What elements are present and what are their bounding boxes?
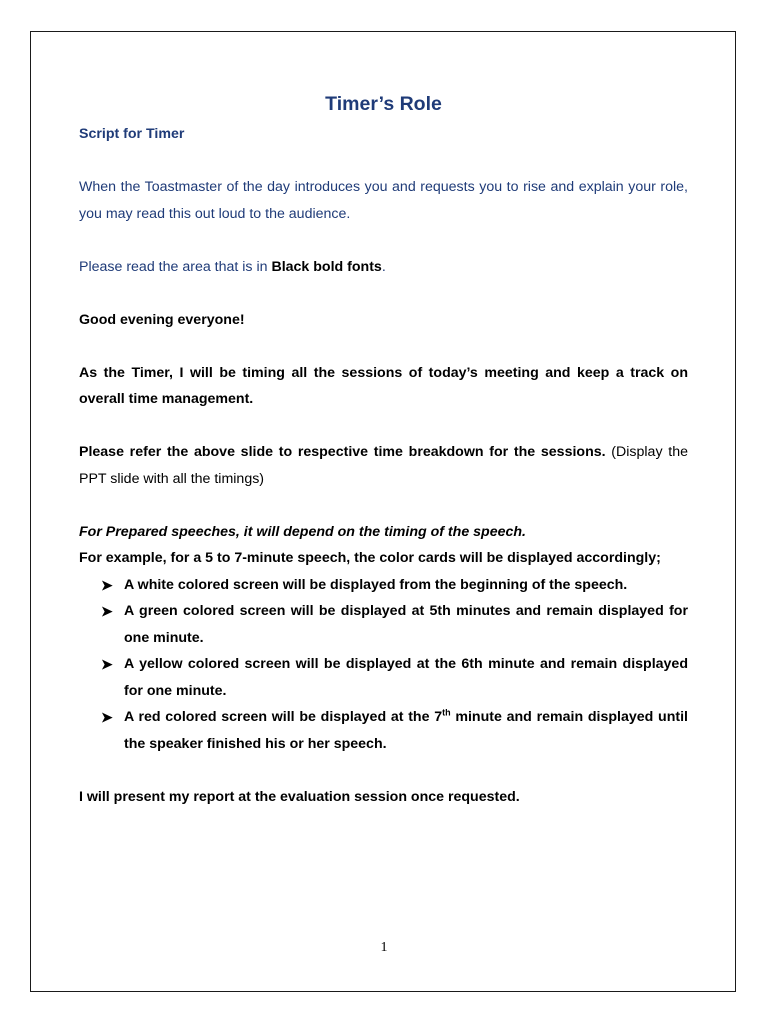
refer-note: (Display the PPT slide with all the timings) bbox=[79, 444, 688, 487]
subtitle: Script for Timer bbox=[79, 126, 185, 142]
read-note bbox=[79, 254, 688, 281]
refer-bold: Please refer the above slide to respective time breakdown for the sessions. bbox=[79, 444, 606, 460]
intro-paragraph: When the Toastmaster of the day introduces you and requests you to rise and explain your role, you may read this out loud to the audience. bbox=[79, 179, 688, 222]
list-item bbox=[79, 572, 688, 599]
list-item bbox=[79, 651, 688, 704]
page-number: 1 bbox=[380, 940, 388, 955]
list-item-text: A green colored screen will be displayed at 5th minutes and remain displayed for one minute. bbox=[124, 603, 688, 646]
read-note-suffix: . bbox=[381, 258, 386, 275]
list-item bbox=[79, 704, 688, 757]
arrowhead-bullet-icon: ➤ bbox=[101, 576, 113, 593]
color-card-list bbox=[79, 572, 688, 758]
list-item bbox=[79, 598, 688, 651]
prepared-speeches: For Prepared speeches, it will depend on the timing of the speech. bbox=[79, 523, 526, 540]
list-item-text-prefix: A red colored screen will be displayed at the 7 bbox=[124, 709, 443, 725]
read-note-prefix: Please read the area that is in bbox=[79, 258, 272, 275]
ordinal-superscript: th bbox=[442, 707, 451, 718]
arrowhead-bullet-icon: ➤ bbox=[101, 656, 113, 672]
read-note-bold: Black bold fonts bbox=[271, 258, 382, 275]
list-item-text-suffix: minute and remain displayed until the speaker finished his or her speech. bbox=[124, 709, 688, 752]
timer-statement: As the Timer, I will be timing all the sessions of today’s meeting and keep a track on overall time management. bbox=[79, 364, 688, 407]
page-title: Timer’s Role bbox=[325, 93, 442, 115]
closing-statement: I will present my report at the evaluation session once requested. bbox=[79, 788, 520, 805]
list-item-text: A yellow colored screen will be displayed at the 6th minute and remain displayed for one minute. bbox=[124, 656, 688, 699]
greeting: Good evening everyone! bbox=[79, 311, 245, 328]
document-body bbox=[79, 90, 688, 810]
list-item-text: A white colored screen will be displayed from the beginning of the speech. bbox=[124, 576, 628, 593]
refer-paragraph bbox=[79, 439, 688, 492]
example-paragraph: For example, for a 5 to 7-minute speech, the color cards will be displayed accordingly; bbox=[79, 550, 661, 566]
arrowhead-bullet-icon: ➤ bbox=[101, 709, 113, 725]
arrowhead-bullet-icon: ➤ bbox=[101, 603, 113, 619]
